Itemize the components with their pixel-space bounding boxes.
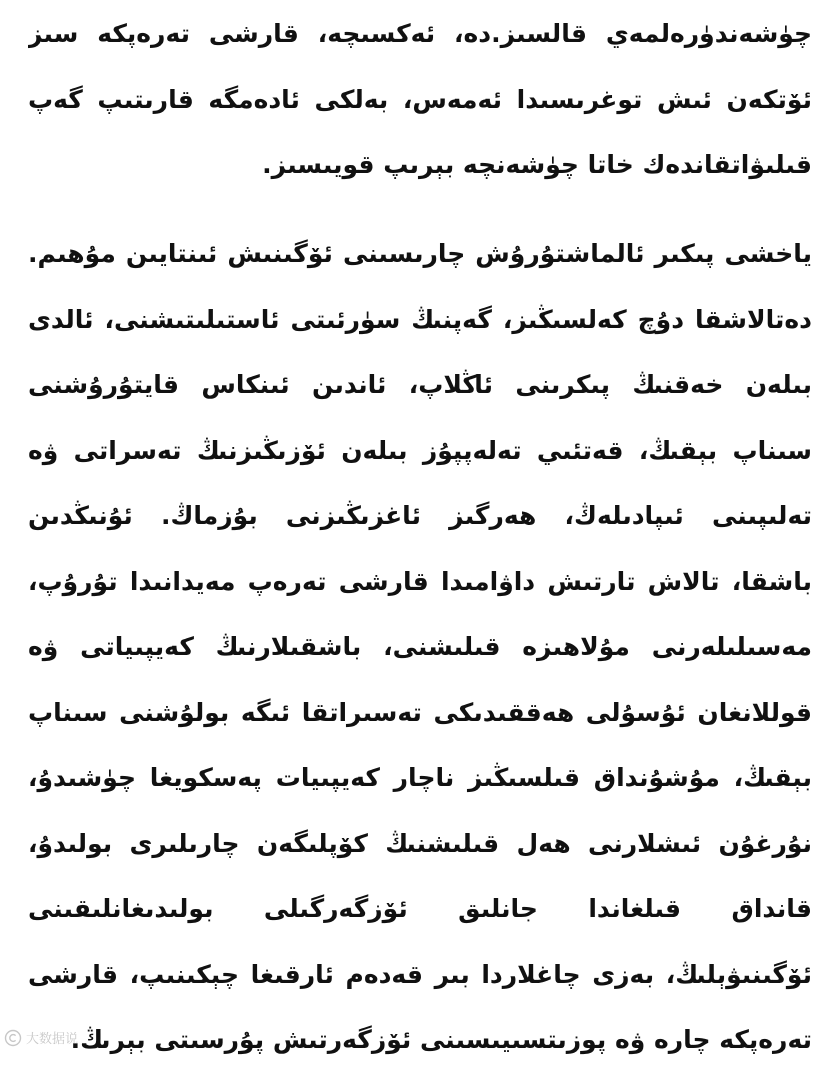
text-line: تەلىپىنى ئىپادىلەڭ، ھەرگىز ئاغزىڭىزنى بۇزماڭ. ئۇنىڭدىن	[28, 501, 812, 530]
text-line: دەتالاشقا دۇچ كەلسىڭىز، گەپنىڭ سۈرئىتى ئاستىلىتىشنى، ئالدى	[28, 304, 812, 334]
paragraph-2	[28, 228, 812, 1080]
text-line: ياخشى پىكىر ئالماشتۇرۇش چارىسىنى ئۆگىنىش ئىنتايىن مۇھىم.	[28, 239, 812, 268]
text-line: بىلەن خەقنىڭ پىكرىنى ئاڭلاپ، ئاندىن ئىنكاس قايتۇرۇشنى	[28, 370, 812, 399]
paragraph-1	[28, 8, 812, 205]
text-line: قانداق قىلغاندا جانلىق ئۆزگەرگىلى بولىدىغانلىقىنى	[28, 894, 812, 923]
copyright-circle-icon	[4, 1029, 22, 1047]
text-line: نۇرغۇن ئىشلارنى ھەل قىلىشنىڭ كۆپلىگەن چارىلىرى بولىدۇ،	[28, 828, 812, 858]
text-line: مەسىلىلەرنى مۇلاھىزە قىلىشنى، باشقىلارنىڭ كەيپىياتى ۋە	[28, 632, 812, 661]
text-line: ئۆگىنىۋېلىڭ، بەزى چاغلاردا بىر قەدەم ئارقىغا چېكىنىپ، قارشى	[28, 959, 812, 989]
text-line: تەرەپكە چارە ۋە پوزىتسىيىسىنى ئۆزگەرتىش پۇرسىتى بېرىڭ.	[70, 1025, 812, 1054]
watermark	[4, 1028, 78, 1047]
text-line: بېقىڭ، مۇشۇنداق قىلسىڭىز ناچار كەيپىيات پەسكويغا چۈشىدۇ،	[28, 763, 812, 792]
text-line: سىناپ بېقىڭ، قەتئىي تەلەپپۇز بىلەن ئۆزىڭىزنىڭ تەسراتى ۋە	[28, 435, 812, 465]
text-line: باشقا، تالاش تارتىش داۋامىدا قارشى تەرەپ مەيدانىدا تۇرۇپ،	[28, 566, 812, 596]
text-line: قىلىۋاتقاندەك خاتا چۈشەنچە بېرىپ قويىسىز.	[262, 150, 812, 179]
watermark-text: 大数据说	[26, 1032, 79, 1047]
text-line: ئۆتكەن ئىش توغرىسىدا ئەمەس، بەلكى ئادەمگە قارىتىپ گەپ	[28, 84, 812, 114]
text-line: قوللانغان ئۇسۇلى ھەققىدىكى تەسىراتقا ئىگە بولۇشنى سىناپ	[28, 697, 812, 727]
text-line: چۈشەندۈرەلمەي قالسىز.دە، ئەكسىچە، قارشى تەرەپكە سىز	[28, 19, 812, 48]
